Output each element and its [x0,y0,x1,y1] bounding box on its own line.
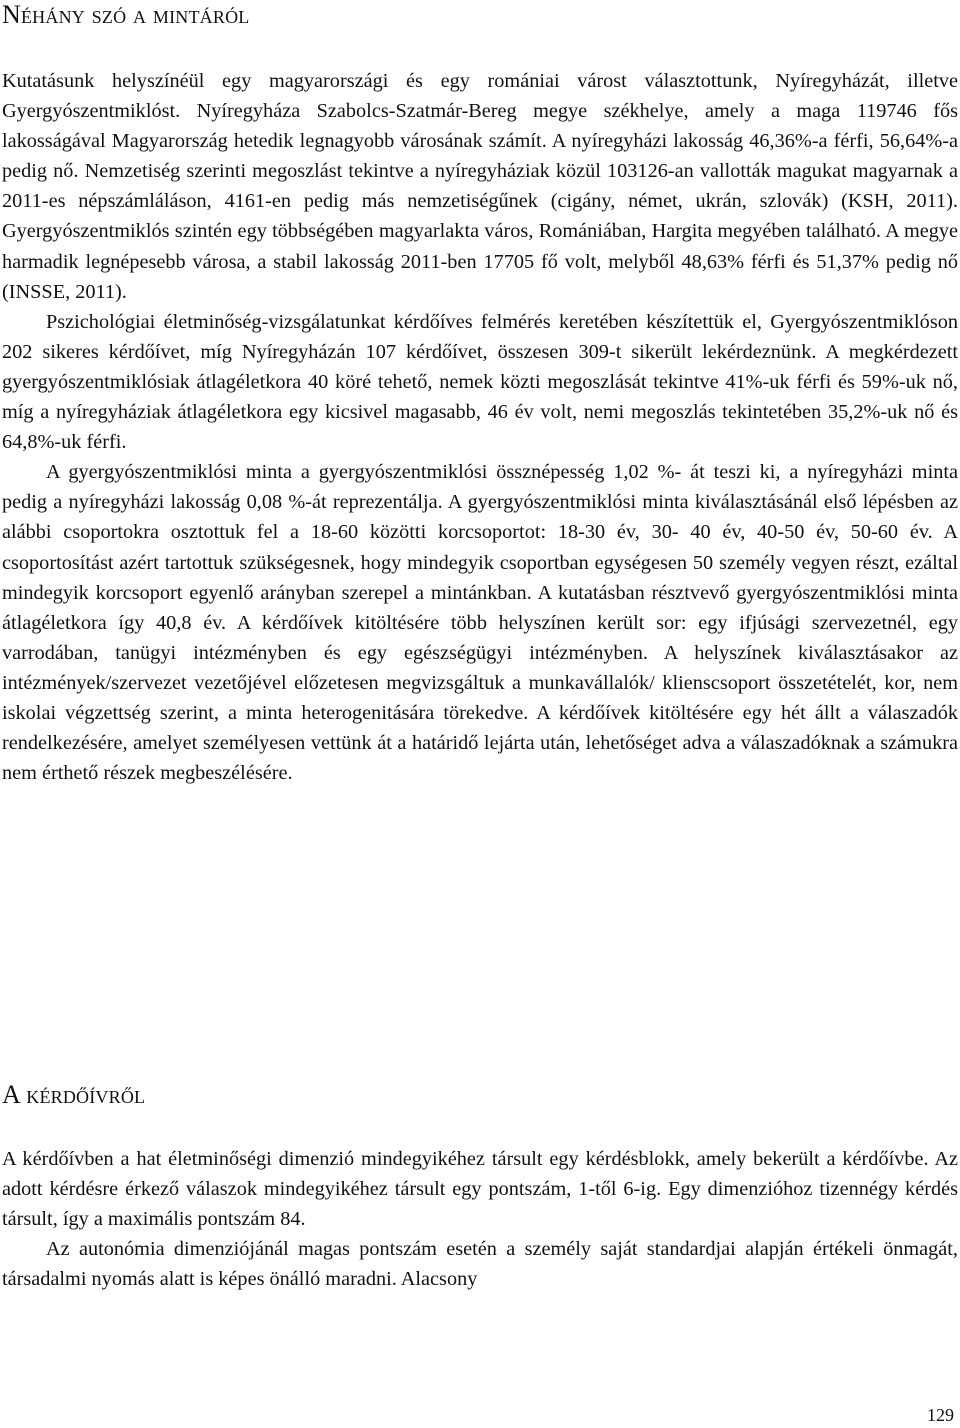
paragraph: A kérdőívben a hat életminőségi dimenzió mindegyikéhez társult egy kérdésblokk, amely bekerült a kérdőívbe. Az adott kérdésre érkező válaszok mindegyikéhez társult egy pontszám, 1-től 6-ig. Egy dimenzióhoz tizennégy kérdés társult, így a maximális pontszám 84. [2,1148,958,1231]
paragraph: Az autonómia dimenziójánál magas pontszám esetén a személy saját standardjai alapján értékeli önmagát, társadalmi nyomás alatt is képes önálló maradni. Alacsony [2,1238,958,1291]
page-number: 129 [927,1405,954,1425]
section-body-sample [2,66,958,788]
paragraph: Kutatásunk helyszínéül egy magyarországi és egy romániai várost választottunk, Nyíregyházát, illetve Gyergyószentmiklóst. Nyíregyháza Szabolcs-Szatmár-Bereg megye székhelye, amely a maga 119746 fős lakosságával Magyarország hetedik legnagyobb városának számít. A nyíregyházi lakosság 46,36%-a férfi, 56,64%-a pedig nő. Nemzetiség szerinti megoszlást tekintve a nyíregyháziak közül 103126-an vallották magukat magyarnak a 2011-es népszámláláson, 4161-en pedig más nemzetiségűnek (cigány, német, ukrán, szlovák) (KSH, 2011). Gyergyószentmiklós szintén egy többségében magyarlakta város, Romániában, Hargita megyében található. A megye harmadik legnépesebb városa, a stabil lakosság 2011-ben 17705 fő volt, melyből 48,63% férfi és 51,37% pedig nő (INSSE, 2011). [2,70,958,303]
section-heading-questionnaire: A kérdőívről [2,1080,146,1109]
section-heading-sample: Néhány szó a mintáról [2,0,250,29]
section-body-questionnaire [2,1144,958,1294]
paragraph: Pszichológiai életminőség-vizsgálatunkat kérdőíves felmérés keretében készítettük el, Gyergyószentmiklóson 202 sikeres kérdőívet, míg Nyíregyházán 107 kérdőívet, összesen 309-t sikerült lekérdeznünk. A megkérdezett gyergyószentmiklósiak átlagéletkora 40 köré tehető, nemek közti megoszlását tekintve 41%-uk férfi és 59%-uk nő, míg a nyíregyháziak átlagéletkora egy kicsivel magasabb, 46 év volt, nemi megoszlás tekintetében 35,2%-uk nő és 64,8%-uk férfi. [2,310,958,454]
paragraph: A gyergyószentmiklósi minta a gyergyószentmiklósi össznépesség 1,02 %- át teszi ki, a nyíregyházi minta pedig a nyíregyházi lakosság 0,08 %-át reprezentálja. A gyergyószentmiklósi minta kiválasztásánál első lépésben az alábbi csoportokra osztottuk fel a 18-60 közötti korcsoportot: 18-30 év, 30- 40 év, 40-50 év, 50-60 év. A csoportosítást azért tartottuk szükségesnek, hogy mindegyik csoportban egységesen 50 személy vegyen részt, ezáltal mindegyik korcsoport egyenlő arányban szerepel a mintánkban. A kutatásban résztvevő gyergyószentmiklósi minta átlagéletkora így 40,8 év. A kérdőívek kitöltésére több helyszínen került sor: egy ifjúsági szervezetnél, egy varrodában, tanügyi intézményben és egy egészségügyi intézményben. A helyszínek kiválasztásakor az intézmények/szervezet vezetőjével előzetesen megvizsgáltuk a munkavállalók/ klienscsoport összetételét, kor, nem iskolai végzettség szerint, a minta heterogenitására törekedve. A kérdőívek kitöltésére egy hét állt a válaszadók rendelkezésére, amelyet személyesen vettünk át a határidő lejárta után, lehetőséget adva a válaszadóknak a számukra nem érthető részek megbeszélésére. [2,461,958,785]
